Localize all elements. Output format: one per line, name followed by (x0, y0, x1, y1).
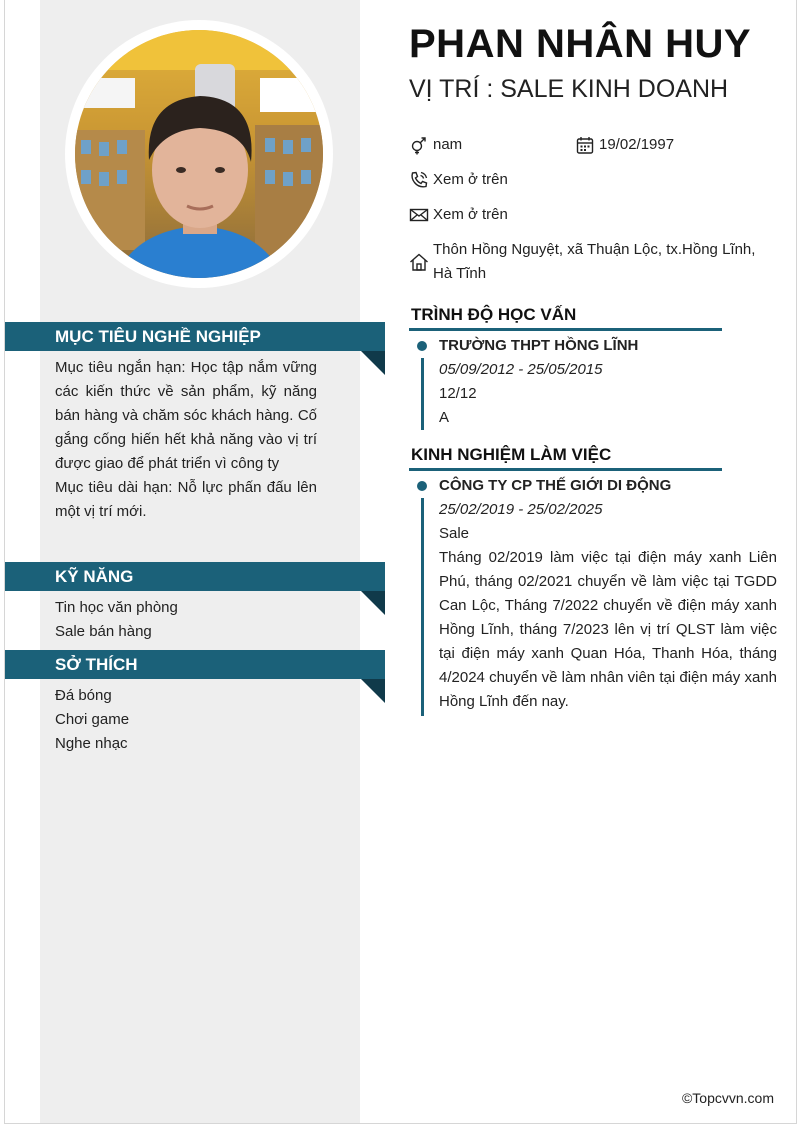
skills-fold (361, 591, 385, 615)
skills-title: KỸ NĂNG (55, 567, 134, 586)
hobbies-list (55, 684, 317, 756)
address-row (409, 238, 779, 286)
address-value: Thôn Hồng Nguyệt, xã Thuận Lộc, tx.Hồng Lĩnh, Hà Tĩnh (433, 241, 756, 282)
candidate-position: VỊ TRÍ : SALE KINH DOANH (409, 75, 729, 103)
gender-icon (409, 135, 429, 155)
experience-timeline (421, 498, 424, 716)
email-row (409, 203, 769, 227)
phone-icon (409, 170, 429, 190)
phone-value: Xem ở trên (433, 171, 508, 188)
education-rule (409, 328, 722, 331)
objective-long-term: Mục tiêu dài hạn: Nỗ lực phấn đấu lên một vị trí mới. (55, 479, 317, 520)
experience-rule (409, 468, 722, 471)
hobbies-fold (361, 679, 385, 703)
hobbies-heading (5, 650, 385, 679)
avatar-frame (65, 20, 333, 288)
footer-credit: ©Topcvvn.com (681, 1090, 774, 1106)
candidate-name: PHAN NHÂN HUY (409, 22, 752, 66)
birthdate-row (575, 133, 785, 157)
home-icon (409, 252, 429, 272)
birthdate-value: 19/02/1997 (599, 136, 675, 153)
experience-heading: KINH NGHIỆM LÀM VIỆC (411, 445, 612, 464)
school-name: TRƯỜNG THPT HỒNG LĨNH (439, 337, 639, 354)
gender-row (409, 133, 569, 157)
experience-dates: 25/02/2019 - 25/02/2025 (439, 501, 603, 518)
skills-heading (5, 562, 385, 591)
cv-page (4, 0, 797, 1124)
education-grade: 12/12 (439, 385, 477, 402)
gender-value: nam (433, 136, 463, 153)
objective-body (55, 356, 317, 524)
education-class: A (439, 409, 450, 426)
objective-fold (361, 351, 385, 375)
experience-description: Tháng 02/2019 làm việc tại điện máy xanh Liên Phú, tháng 02/2021 chuyển về làm việc tại TGDD Can Lộc, Tháng 7/2022 chuyển về điện máy xanh Hồng Lĩnh, tháng 7/2023 lên vị trí QLST làm việc tại điện máy xanh Quan Hóa, Thanh Hóa, tháng 4/2024 chuyển về làm nhân viên tại điện máy xanh Hồng Lĩnh đến nay. (439, 549, 777, 710)
objective-title: MỤC TIÊU NGHỀ NGHIỆP (55, 327, 261, 346)
objective-short-term: Mục tiêu ngắn hạn: Học tập nắm vững các kiến thức về sản phẩm, kỹ năng bán hàng và chăm sóc khách hàng. Cố gắng cống hiến hết khả năng vào vị trí được giao để phát triển vì công ty (55, 359, 317, 472)
experience-entry (439, 474, 777, 714)
email-value: Xem ở trên (433, 206, 508, 223)
education-heading: TRÌNH ĐỘ HỌC VẤN (411, 305, 577, 324)
experience-role: Sale (439, 525, 470, 542)
objective-heading (5, 322, 385, 351)
calendar-icon (575, 135, 595, 155)
phone-row (409, 168, 769, 192)
experience-bullet (417, 481, 427, 491)
hobby-item: Đá bóng (55, 687, 112, 704)
skill-item: Tin học văn phòng (55, 599, 178, 616)
hobby-item: Chơi game (55, 711, 130, 728)
company-name: CÔNG TY CP THẾ GIỚI DI ĐỘNG (439, 477, 672, 494)
education-timeline (421, 358, 424, 430)
hobbies-title: SỞ THÍCH (55, 655, 138, 674)
avatar (75, 30, 323, 278)
hobby-item: Nghe nhạc (55, 735, 128, 752)
mail-icon (409, 205, 429, 225)
education-bullet (417, 341, 427, 351)
education-dates: 05/09/2012 - 25/05/2015 (439, 361, 603, 378)
skill-item: Sale bán hàng (55, 623, 152, 640)
education-entry (439, 334, 777, 430)
skills-list (55, 596, 317, 644)
